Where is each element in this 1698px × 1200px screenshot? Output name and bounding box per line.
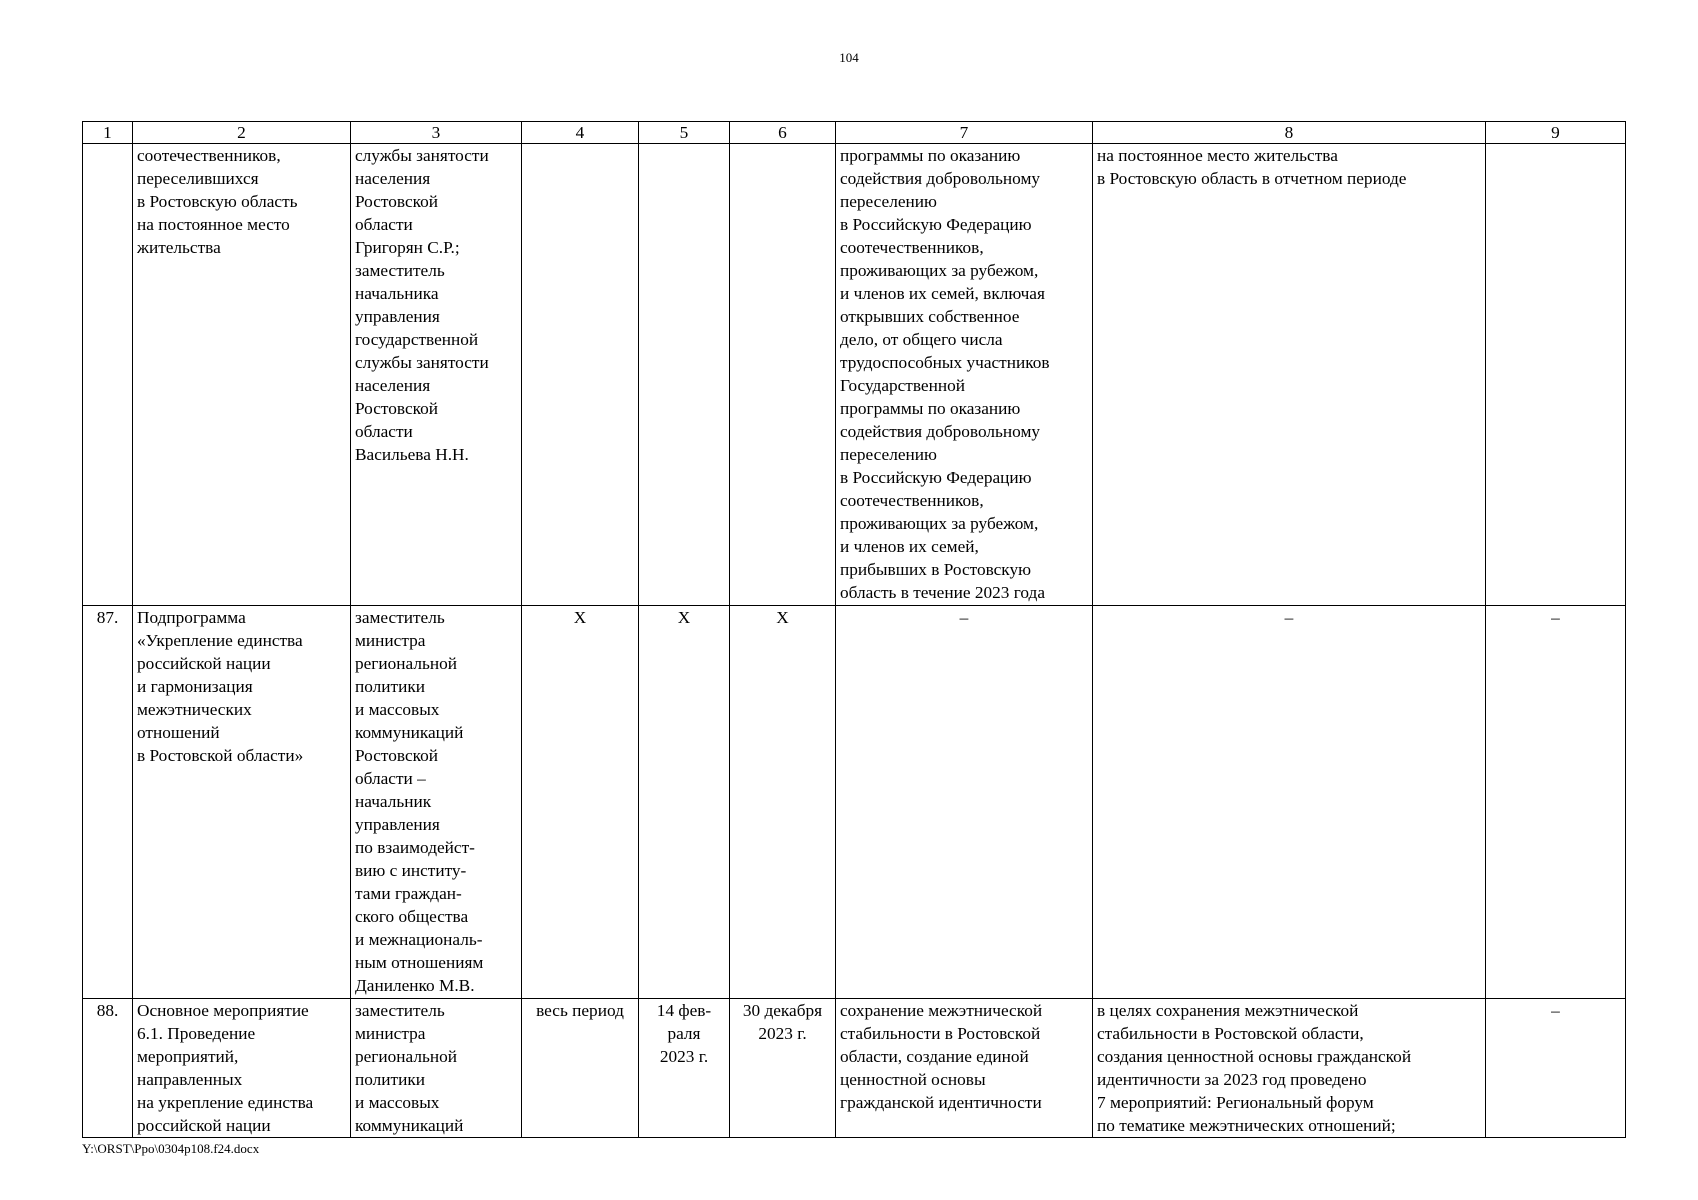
column-header: 8 bbox=[1093, 122, 1486, 144]
period-cell: весь период bbox=[522, 999, 639, 1138]
expected-result-cell: – bbox=[836, 606, 1093, 999]
measure-name-cell: Подпрограмма «Укрепление единства российской нации и гармонизация межэтнических отношений в Ростовской области» bbox=[133, 606, 351, 999]
actual-result-cell: – bbox=[1093, 606, 1486, 999]
actual-result-cell: в целях сохранения межэтнической стабильности в Ростовской области, создания ценностной основы гражданской идентичности за 2023 год проведено 7 мероприятий: Региональный форум по тематике межэтнических отношений; bbox=[1093, 999, 1486, 1138]
column-header: 6 bbox=[730, 122, 836, 144]
row-number-cell: 87. bbox=[83, 606, 133, 999]
actual-result-cell: на постоянное место жительства в Ростовскую область в отчетном периоде bbox=[1093, 144, 1486, 606]
notes-cell: – bbox=[1486, 606, 1626, 999]
end-date-cell: 30 декабря 2023 г. bbox=[730, 999, 836, 1138]
file-path-footer: Y:\ORST\Ppo\0304p108.f24.docx bbox=[82, 1141, 260, 1156]
column-header: 9 bbox=[1486, 122, 1626, 144]
notes-cell: – bbox=[1486, 999, 1626, 1138]
column-header: 1 bbox=[83, 122, 133, 144]
table-row bbox=[83, 144, 1626, 606]
column-header: 3 bbox=[351, 122, 522, 144]
column-header: 7 bbox=[836, 122, 1093, 144]
expected-result-cell: программы по оказанию содействия добровольному переселению в Российскую Федерацию соотечественников, проживающих за рубежом, и членов их семей, включая открывших собственное дело, от общего числа трудоспособных участников Государственной программы по оказанию содействия добровольному переселению в Российскую Федерацию соотечественников, проживающих за рубежом, и членов их семей, прибывших в Ростовскую область в течение 2023 года bbox=[836, 144, 1093, 606]
period-cell: Х bbox=[522, 606, 639, 999]
measure-name-cell: соотечественников, переселившихся в Ростовскую область на постоянное место жительства bbox=[133, 144, 351, 606]
notes-cell bbox=[1486, 144, 1626, 606]
responsible-cell: заместитель министра региональной политики и массовых коммуникаций bbox=[351, 999, 522, 1138]
table-header-row bbox=[83, 122, 1626, 144]
responsible-cell: заместитель министра региональной политики и массовых коммуникаций Ростовской области – начальник управления по взаимодейст- вию с институ- тами граждан- ского общества и межнациональ- ным отношениям Даниленко М.В. bbox=[351, 606, 522, 999]
column-header: 2 bbox=[133, 122, 351, 144]
row-number-cell: 88. bbox=[83, 999, 133, 1138]
start-date-cell bbox=[639, 144, 730, 606]
start-date-cell: Х bbox=[639, 606, 730, 999]
expected-result-cell: сохранение межэтнической стабильности в Ростовской области, создание единой ценностной основы гражданской идентичности bbox=[836, 999, 1093, 1138]
end-date-cell bbox=[730, 144, 836, 606]
measure-name-cell: Основное мероприятие 6.1. Проведение мероприятий, направленных на укрепление единства российской нации bbox=[133, 999, 351, 1138]
column-header: 5 bbox=[639, 122, 730, 144]
table-row bbox=[83, 606, 1626, 999]
responsible-cell: службы занятости населения Ростовской области Григорян С.Р.; заместитель начальника управления государственной службы занятости населения Ростовской области Васильева Н.Н. bbox=[351, 144, 522, 606]
end-date-cell: Х bbox=[730, 606, 836, 999]
row-number-cell bbox=[83, 144, 133, 606]
table-row bbox=[83, 999, 1626, 1138]
report-table bbox=[82, 121, 1626, 1138]
page-number: 104 bbox=[839, 50, 859, 65]
period-cell bbox=[522, 144, 639, 606]
column-header: 4 bbox=[522, 122, 639, 144]
start-date-cell: 14 фев- раля 2023 г. bbox=[639, 999, 730, 1138]
